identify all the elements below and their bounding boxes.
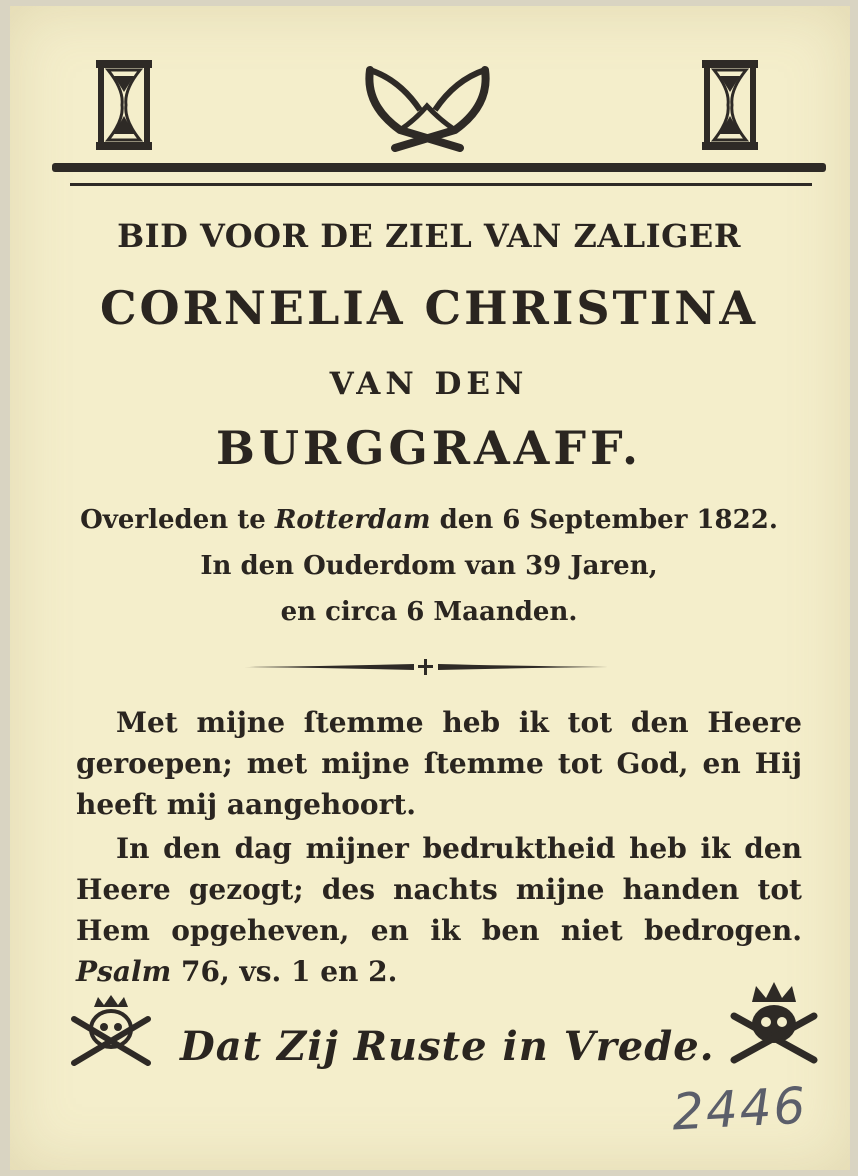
name-surname: BURGGRAAFF. (215, 421, 643, 475)
psalm-reference-book: Psalm (76, 955, 172, 988)
name-first: CORNELIA CHRISTINA (99, 281, 759, 335)
hourglass-icon (94, 60, 154, 150)
verse-paragraph-1: Met mijne ſtemme heb ik tot den Heere geroepen; met mijne ſtemme tot God, en Hij heeft mij aangehoort. (76, 706, 802, 821)
age-line: In den Ouderdom van 39 Jaren, (200, 551, 658, 581)
psalm-reference-rest: 76, vs. 1 en 2. (171, 955, 398, 988)
name-particle: VAN DEN (329, 366, 529, 402)
death-line (0, 505, 858, 535)
death-place: Rotterdam (274, 505, 431, 535)
crowned-skull-crossbones-icon (728, 980, 820, 1066)
crossed-scythes-icon (360, 60, 495, 152)
crowned-skull-crossbones-icon (68, 993, 154, 1069)
closing-blessing: Dat Zij Ruste in Vrede. (180, 1023, 715, 1070)
death-pre: Overleden te (80, 505, 275, 535)
death-post: den 6 September 1822. (430, 505, 778, 535)
top-rule-thick (52, 163, 826, 172)
top-rule-thin (70, 183, 812, 186)
cross-divider (244, 657, 608, 677)
hourglass-icon (700, 60, 760, 150)
handwritten-catalog-number: 2446 (670, 1076, 809, 1142)
verse-paragraph-2 (76, 828, 802, 992)
heading: BID VOOR DE ZIEL VAN ZALIGER (117, 217, 741, 255)
verse-2-text: In den dag mijner bedruktheid heb ik den Heere gezogt; des nachts mijne handen tot Hem opgeheven, en ik ben niet bedrogen. (76, 832, 802, 947)
age-line-2: en circa 6 Maanden. (280, 597, 578, 627)
